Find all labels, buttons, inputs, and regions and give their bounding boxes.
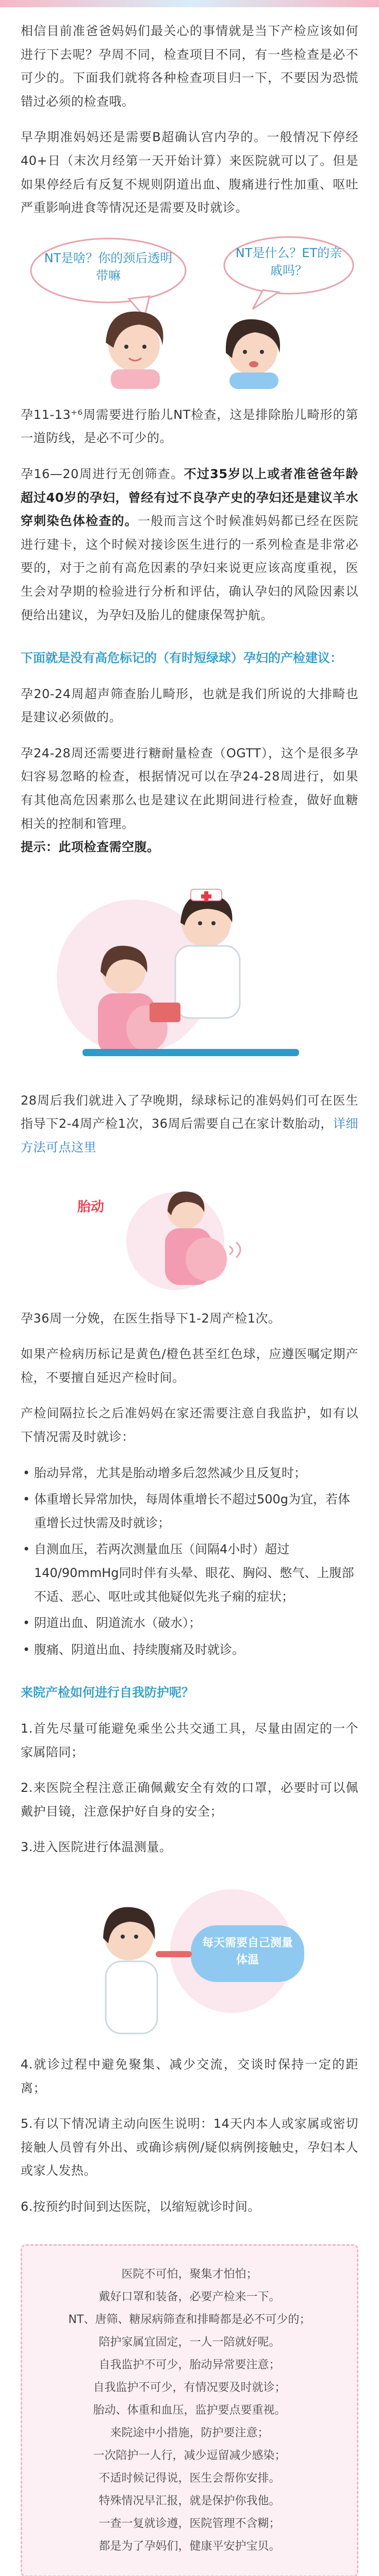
poem-line: 陪护家属宜固定，一人一陪就好呢。: [98, 2336, 281, 2349]
fetal-movement-link[interactable]: 详细方法可点这里: [21, 1116, 358, 1155]
poem-line: 不适时候记得说，医生会帮你安排。: [98, 2472, 281, 2485]
warning-sign-item: • 阴道出血、阴道流水（破水）；: [21, 1612, 358, 1635]
illustration-temperature: [21, 1874, 358, 2039]
illustration-doctor-exam: [21, 874, 358, 1075]
poem-line: 一次陪护一人行，减少逗留减少感染；: [93, 2449, 286, 2463]
illustration-fetal-movement-svg: [21, 1174, 358, 1293]
section-title-protection: 来院产检如何进行自我防护呢？: [21, 1685, 194, 1700]
warning-signs-list: [21, 1462, 358, 1662]
poem-line: 特殊情况早汇报，就是保护你我他。: [98, 2495, 281, 2508]
poem-line: 戴好口罩和装备，必要产检来一下。: [98, 2291, 281, 2304]
protection-step-3: 3.进入医院进行体温测量。: [21, 1840, 172, 1855]
risk-color-paragraph: 如果产检病历标记是黄色/橙色甚至红色球，应遵医嘱定期产检，不要擅自延迟产检时间。: [21, 1347, 358, 1385]
ogtt-tip: 提示：此项检查需空腹。: [21, 840, 160, 855]
third-trimester-text: 28周后我们就进入了孕晚期，绿球标记的准妈妈们可在医生指导下2-4周产检1次，36周后需要自己在家计数胎动，: [21, 1093, 358, 1131]
section-title-low-risk: 下面就是没有高危标记的（有时短绿球）孕妇的产检建议：: [21, 651, 342, 666]
speech-bubble-left: NT是啥？你的颈后透明带嘛: [44, 250, 173, 283]
poem-line: 来院途中小措施，防护要注意；: [110, 2427, 269, 2440]
poem-line: 医院不可怕，聚集才怕怕；: [121, 2268, 258, 2281]
poem-line: 都是为了孕妈们，健康平安护宝贝。: [98, 2540, 281, 2553]
summary-poem: [21, 2244, 358, 2576]
poem-line: 自我监护不可少，胎动异常要注意；: [98, 2359, 281, 2372]
nt-paragraph: 孕11-13⁺⁶周需要进行胎儿NT检查，这是排除胎儿畸形的第一道防线，是必不可少的。: [21, 407, 358, 446]
speech-bubble-right: NT是什么？ET的亲戚吗？: [235, 245, 342, 278]
decorative-top-bar: [0, 0, 379, 7]
third-trimester-paragraph: [21, 1089, 358, 1160]
warning-sign-item: • 自测血压，若两次测量血压（间隔4小时）超过140/90mmHg同时伴有头晕、眼花、胸闷、憋气、上腹部不适、恶心、呕吐或其他疑似先兆子痫的症状；: [21, 1538, 358, 1608]
illustration-fetal-movement: [21, 1174, 358, 1293]
poem-line: 胎动、体重和血压，监护要点要重视。: [93, 2404, 286, 2417]
warning-sign-item: • 胎动异常，尤其是胎动增多后忽然减少且反复时；: [21, 1462, 358, 1485]
protection-step-1: 1.首先尽量可能避免乘坐公共交通工具，尽量由固定的一个家属陪同；: [21, 1721, 358, 1759]
warning-sign-item: • 体重增长异常加快，每周体重增长不超过500g为宜，若体重增长过快需及时就诊；: [21, 1488, 358, 1535]
illustration-nt-dialog: [21, 234, 358, 389]
poem-line: 一查一复就诊遵，医院管理不含糊；: [98, 2517, 281, 2531]
illustration-temperature-svg: [21, 1874, 358, 2039]
anomaly-scan-paragraph: 孕20-24周超声筛查胎儿畸形，也就是我们所说的大排畸也是建议必须做的。: [21, 686, 358, 725]
ogtt-text: 孕24-28周还需要进行糖耐量检查（OGTT），这个是很多孕妇容易忽略的检查，根据情况可以在孕24-28周进行，如果有其他高危因素那么也是建议在此期间进行检查，做好血糖相关的控制和管理。: [21, 745, 358, 831]
ogtt-paragraph: [21, 742, 358, 859]
late-term-paragraph: 孕36周一分娩，在医生指导下1-2周产检1次。: [21, 1311, 281, 1326]
self-monitor-intro: 产检间隔拉长之后准妈妈在家还需要注意自我监护，如有以下情况需及时就诊：: [21, 1406, 358, 1444]
intro-paragraph: 相信目前准爸爸妈妈们最关心的事情就是当下产检应该如何进行下去呢？孕周不同，检查项目不同，有一些检查是必不可少的。下面我们就将各种检查项目归一下，不要因为恐慌错过必须的检查哦。: [21, 24, 358, 109]
screening-text-highlight: 不过35岁以上或者准爸爸年龄超过40岁的孕妇，曾经有过不良孕产史的孕妇还是建议羊水穿刺染色体检查的。: [21, 466, 358, 529]
protection-step-5: 5.有以下情况请主动向医生说明：14天内本人或家属或密切接触人员曾有外出、或确诊病例/疑似病例接触史，孕妇本人或家人发热。: [21, 2116, 358, 2178]
illustration-nt-dialog-svg: [21, 234, 358, 389]
protection-step-4: 4.就诊过程中避免聚集、减少交流，交谈时保持一定的距离；: [21, 2057, 358, 2095]
screening-text-c: 一般而言这个时候准妈妈都已经在医院进行建卡，这个时候对接诊医生进行的一系列检查是非常必要的，对于之前有高危因素的孕妇来说更应该高度重视，医生会对孕期的检验进行分析和评估，确认孕妇的风险因素以便给出建议，为孕妇及胎儿的健康保驾护航。: [21, 514, 359, 622]
screening-text-a: 孕16—20周进行无创筛查。: [21, 466, 184, 481]
fetal-movement-label: 胎动: [77, 1199, 105, 1215]
warning-sign-item: • 腹痛、阴道出血、持续腹痛及时就诊。: [21, 1638, 358, 1662]
protection-step-2: 2.来医院全程注意正确佩戴安全有效的口罩，必要时可以佩戴护目镜，注意保护好自身的安全；: [21, 1781, 358, 1819]
screening-paragraph: [21, 463, 358, 627]
early-pregnancy-paragraph: 早孕期准妈妈还是需要B超确认宫内孕的。一般情况下停经40+日（末次月经第一天开始计算）来医院就可以了。但是如果停经后有反复不规则阴道出血、腹痛进行性加重、呕吐严重影响进食等情况还是需要及时就诊。: [21, 130, 358, 215]
illustration-doctor-exam-svg: [21, 874, 358, 1075]
protection-step-6: 6.按预约时间到达医院，以缩短就诊时间。: [21, 2199, 260, 2214]
poem-line: 自我监护不可少，有情况要及时就诊；: [93, 2381, 286, 2395]
poem-line: NT、唐筛、糖尿病筛查和排畸都是必不可少的；: [68, 2313, 311, 2327]
temperature-sign-text: 每天需要自己测量体温: [202, 1936, 293, 1967]
